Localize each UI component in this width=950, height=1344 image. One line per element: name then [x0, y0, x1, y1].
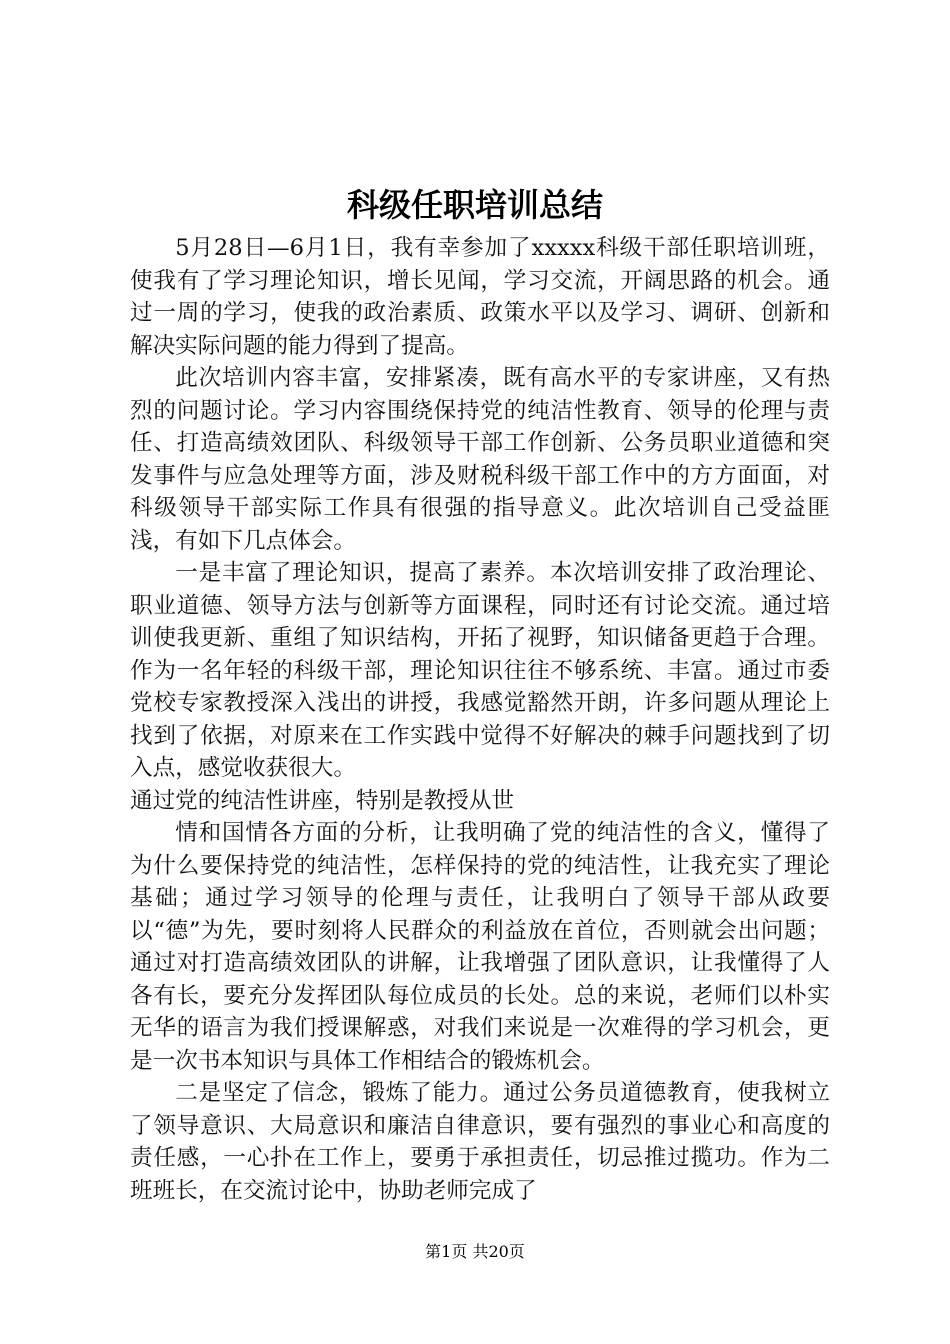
paragraph: 通过党的纯洁性讲座，特别是教授从世 [130, 787, 515, 814]
page-footer: 第1页 共20页 [425, 1242, 525, 1261]
paragraph: 此次培训内容丰富，安排紧凑，既有高水平的专家讲座，又有热烈的问题讨论。学习内容围绕保持党的纯洁性教育、领导的伦理与责任、打造高绩效团队、科级领导干部工作创新、公务员职业道德和突发事件与应急处理等方面，涉及财税科级干部工作中的方方面面，对科级领导干部实际工作具有很强的指导意义。此次培训自己受益匪浅，有如下几点体会。 [130, 365, 830, 554]
paragraph: 情和国情各方面的分析，让我明确了党的纯洁性的含义，懂得了为什么要保持党的纯洁性，怎样保持的党的纯洁性，让我充实了理论基础；通过学习领导的伦理与责任，让我明白了领导干部从政要以“德”为先，要时刻将人民群众的利益放在首位，否则就会出问题；通过对打造高绩效团队的讲解，让我增强了团队意识，让我懂得了人各有长，要充分发挥团队每位成员的长处。总的来说，老师们以朴实无华的语言为我们授课解惑，对我们来说是一次难得的学习机会，更是一次书本知识与具体工作相结合的锻炼机会。 [130, 820, 830, 1074]
document-body [130, 232, 830, 1207]
document-title: 科级任职培训总结 [346, 186, 603, 224]
paragraph: 二是坚定了信念，锻炼了能力。通过公务员道德教育，使我树立了领导意识、大局意识和廉洁自律意识，要有强烈的事业心和高度的责任感，一心扑在工作上，要勇于承担责任，切忌推过揽功。作为二班班长，在交流讨论中，协助老师完成了 [130, 1080, 830, 1204]
paragraph: 5月28日—6月1日，我有幸参加了xxxxx科级干部任职培训班，使我有了学习理论知识，增长见闻，学习交流，开阔思路的机会。通过一周的学习，使我的政治素质、政策水平以及学习、调研、创新和解决实际问题的能力得到了提高。 [130, 235, 830, 359]
paragraph: 一是丰富了理论知识，提高了素养。本次培训安排了政治理论、职业道德、领导方法与创新等方面课程，同时还有讨论交流。通过培训使我更新、重组了知识结构，开拓了视野，知识储备更趋于合理。作为一名年轻的科级干部，理论知识往往不够系统、丰富。通过市委党校专家教授深入浅出的讲授，我感觉豁然开朗，许多问题从理论上找到了依据，对原来在工作实践中觉得不好解决的棘手问题找到了切入点，感觉收获很大。 [130, 560, 830, 781]
